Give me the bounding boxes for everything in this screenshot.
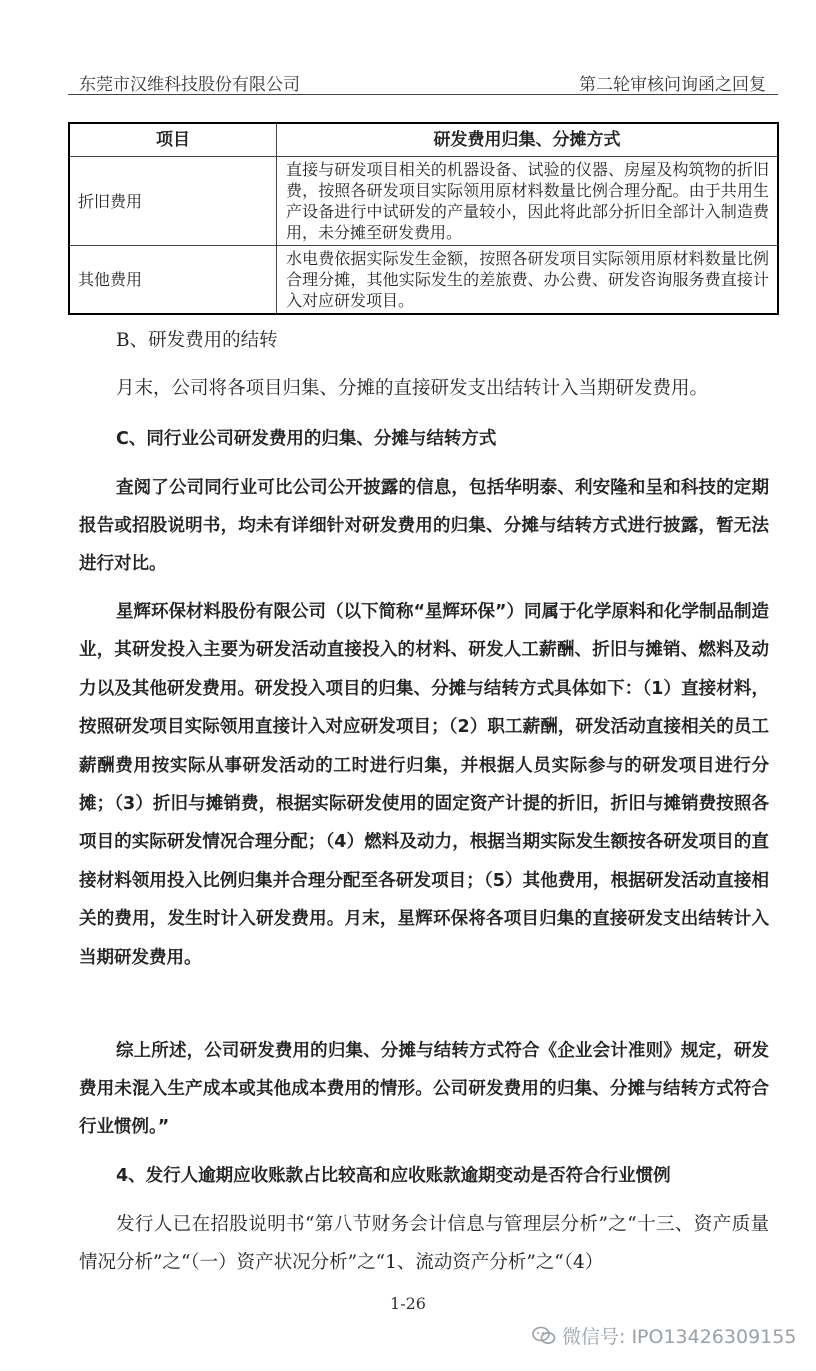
rd-expense-table [68,122,779,315]
table-cell-name: 折旧费用 [69,157,277,246]
column-header-item: 项目 [69,123,277,157]
table-row [69,246,778,315]
section-b-text: 月末，公司将各项目归集、分摊的直接研发支出结转计入当期研发费用。 [116,378,709,399]
section-c-paragraph-1: 查阅了公司同行业可比公司公开披露的信息，包括华明泰、利安隆和呈和科技的定期报告或招股说明书，均未有详细针对研发费用的归集、分摊与结转方式进行披露，暂无法进行对比。 [79,478,769,574]
section-4-heading: 4、发行人逾期应收账款占比较高和应收账款逾期变动是否符合行业惯例 [116,1166,671,1186]
table-cell-desc: 水电费依据实际发生金额，按照各研发项目实际领用原材料数量比例合理分摊，其他实际发生的差旅费、办公费、研发咨询服务费直接计入对应研发项目。 [277,246,779,315]
table-row [69,157,778,246]
section-c-paragraph-2: 星辉环保材料股份有限公司（以下简称“星辉环保”）同属于化学原料和化学制品制造业，其研发投入主要为研发活动直接投入的材料、研发人工薪酬、折旧与摊销、燃料及动力以及其他研发费用。研发投入项目的归集、分摊与结转方式具体如下：（1）直接材料，按照研发项目实际领用直接计入对应研发项目；（2）职工薪酬，研发活动直接相关的员工薪酬费用按实际从事研发活动的工时进行归集，并根据人员实际参与的研发项目进行分摊；（3）折旧与摊销费，根据实际研发使用的固定资产计提的折旧，折旧与摊销费按照各项目的实际研发情况合理分配；（4）燃料及动力，根据当期实际发生额按各研发项目的直接材料领用投入比例归集并合理分配至各研发项目；（5）其他费用，根据研发活动直接相关的费用，发生时计入研发费用。月末，星辉环保将各项目归集的直接研发支出结转计入当期研发费用。 [79,602,770,968]
section-c-heading: C、同行业公司研发费用的归集、分摊与结转方式 [116,429,497,449]
header-document-title: 第二轮审核问询函之回复 [579,75,766,95]
section-4-text: 发行人已在招股说明书“第八节财务会计信息与管理层分析”之“十三、资产质量情况分析”之“（一）资产状况分析”之“1、流动资产分析”之“（4） [79,1214,769,1273]
header-company: 东莞市汉维科技股份有限公司 [79,75,300,95]
column-header-method: 研发费用归集、分摊方式 [277,123,779,157]
watermark [532,1322,796,1349]
wechat-icon [532,1326,556,1346]
section-b-heading: B、研发费用的结转 [116,330,278,351]
section-c-paragraph-3: 综上所述，公司研发费用的归集、分摊与结转方式符合《企业会计准则》规定，研发费用未混入生产成本或其他成本费用的情形。公司研发费用的归集、分摊与结转方式符合行业惯例。” [79,1041,769,1137]
table-cell-name: 其他费用 [69,246,277,315]
watermark-text: 微信号: IPO13426309155 [562,1326,797,1348]
page-number: 1-26 [390,1294,426,1313]
table-header-row [69,123,778,157]
table-cell-desc: 直接与研发项目相关的机器设备、试验的仪器、房屋及构筑物的折旧费，按照各研发项目实际领用原材料数量比例合理分配。由于共用生产设备进行中试研发的产量较小，因此将此部分折旧全部计入制造费用，未分摊至研发费用。 [277,157,779,246]
header-rule [68,94,778,95]
